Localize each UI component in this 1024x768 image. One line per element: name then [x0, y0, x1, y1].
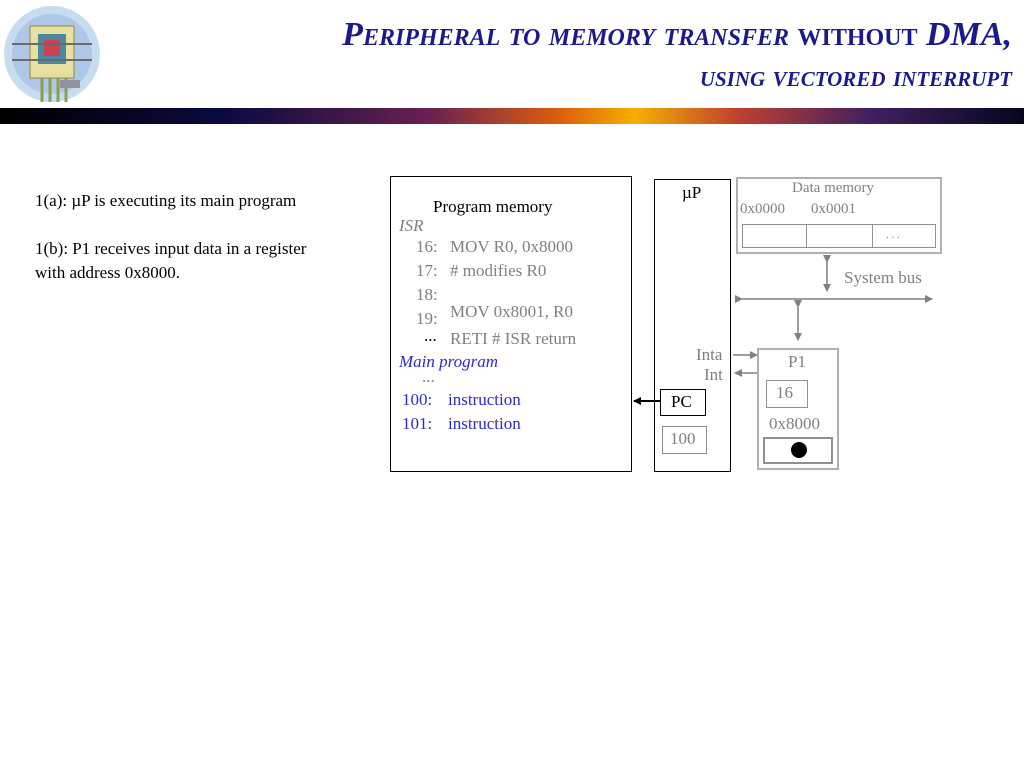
main-line-100-addr: 100:: [402, 390, 433, 409]
peripheral-label: P1: [788, 352, 806, 371]
isr-line-18-addr: 18:: [416, 285, 438, 304]
note-step-b-line1: 1(b): P1 receives input data in a register: [35, 239, 307, 258]
isr-line-16-addr: 16:: [416, 237, 438, 256]
microprocessor-label: µP: [682, 183, 702, 202]
title-part2: without: [789, 16, 927, 53]
main-line-100-code: instruction: [448, 390, 521, 409]
isr-line-19-code: RETI # ISR return: [450, 329, 577, 348]
inta-label: Inta: [696, 345, 723, 364]
isr-line-17-addr: 17:: [416, 261, 438, 280]
data-memory-addr1: 0x0001: [811, 201, 856, 217]
pc-value: 100: [670, 429, 696, 448]
peripheral-register-addr: 0x8000: [769, 414, 820, 433]
note-step-b-line2: with address 0x8000.: [35, 263, 180, 282]
system-bus-label: System bus: [844, 268, 922, 287]
isr-label: ISR: [399, 216, 424, 235]
data-memory-addr0: 0x0000: [740, 201, 785, 217]
int-label: Int: [704, 365, 723, 384]
note-step-a: 1(a): µP is executing its main program: [35, 191, 297, 210]
data-memory-title: Data memory: [792, 180, 875, 196]
isr-line-18-code: MOV 0x8001, R0: [450, 302, 573, 321]
isr-ellipsis: ...: [424, 326, 437, 345]
main-line-101-code: instruction: [448, 414, 521, 433]
pc-label: PC: [671, 392, 692, 411]
slide-title-line2: using vectored interrupt: [699, 60, 1012, 93]
program-memory-title: Program memory: [433, 197, 553, 216]
main-ellipsis: ...: [422, 367, 435, 386]
data-memory-ellipsis: . . .: [886, 229, 900, 241]
isr-line-19-addr: 19:: [416, 309, 438, 328]
title-part1: Peripheral to memory transfer: [342, 16, 789, 53]
title-part3: DMA,: [926, 16, 1012, 53]
main-program-label: Main program: [399, 352, 499, 371]
peripheral-register-value: 16: [776, 383, 793, 402]
main-line-101-addr: 101:: [402, 414, 433, 433]
isr-line-17-code: # modifies R0: [450, 261, 547, 280]
isr-line-16-code: MOV R0, 0x8000: [450, 237, 573, 256]
